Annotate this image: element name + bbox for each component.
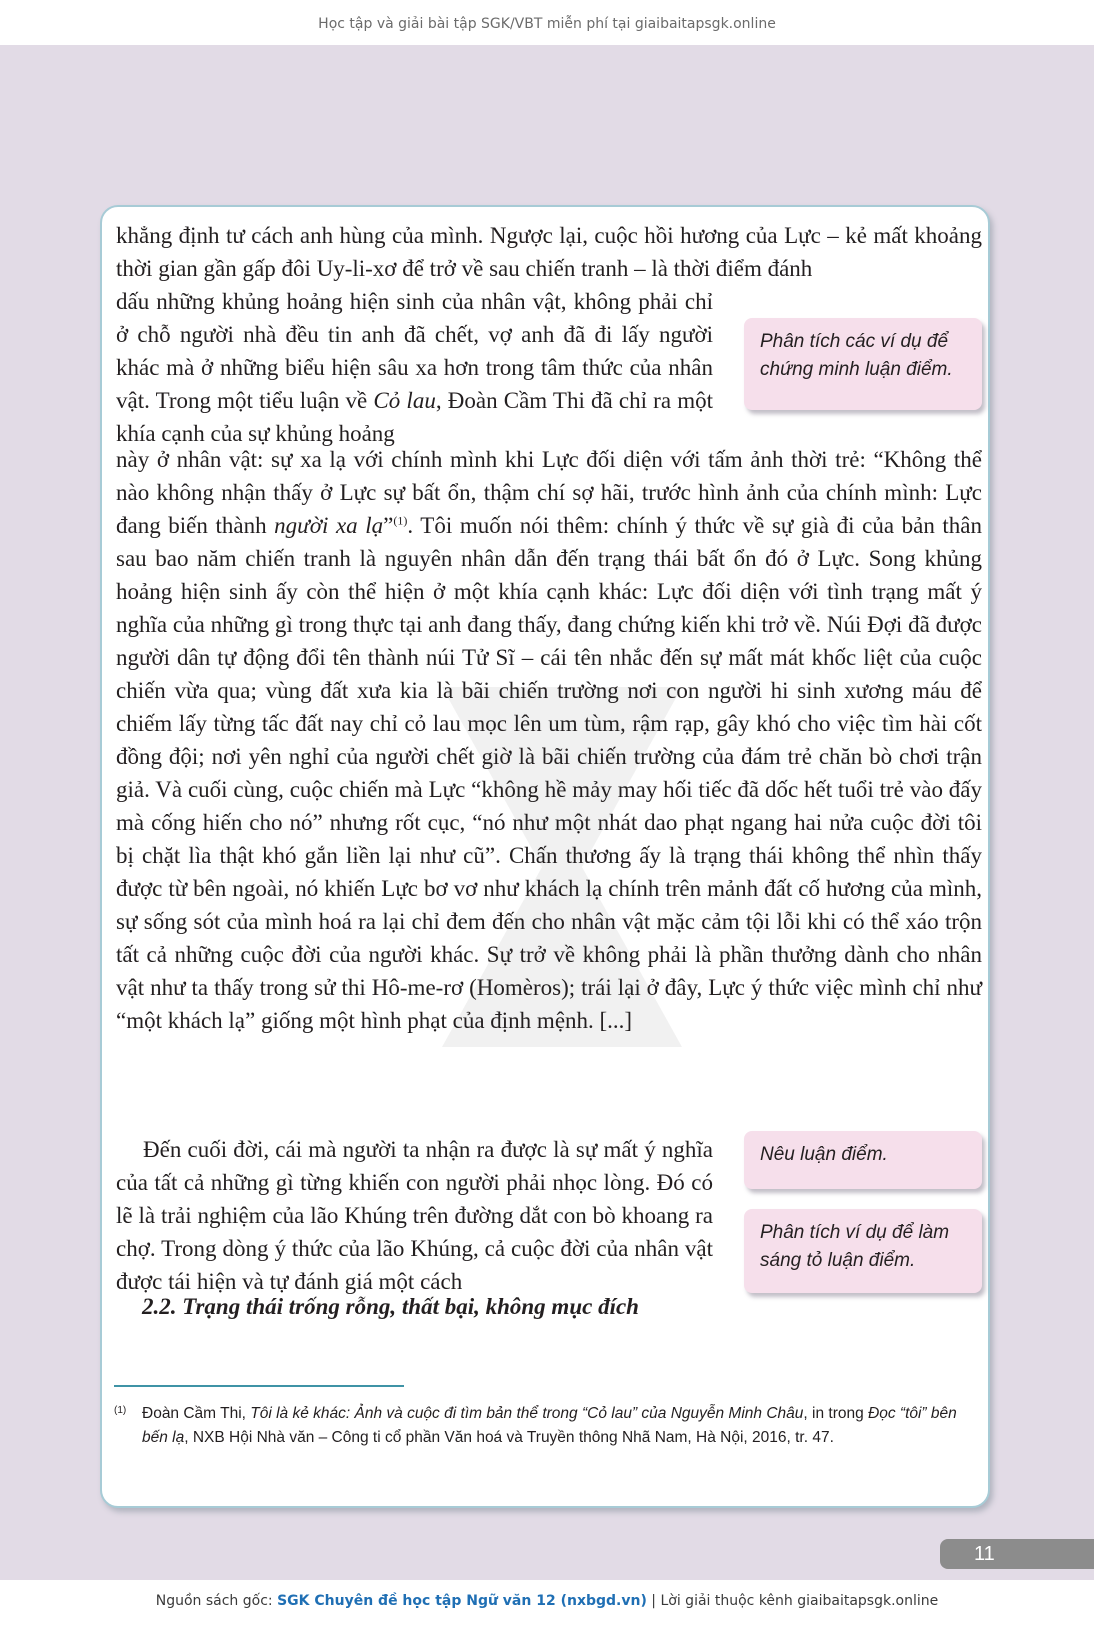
paragraph-main-body [116, 443, 982, 1037]
footnote-text [142, 1402, 980, 1450]
page-number-tab: 11 [940, 1539, 1094, 1569]
annotation-callout-analyze-examples: Phân tích các ví dụ để chứng minh luận điểm. [744, 318, 982, 410]
italic-title-co-lau: Cỏ lau [373, 388, 436, 413]
footnote-divider [114, 1385, 404, 1387]
italic-phrase-nguoi-xa-la: người xa lạ [274, 513, 384, 538]
footnote [114, 1402, 980, 1450]
narrow-text-1: dấu những khủng hoảng hiện sinh của nhân vật, không phải chỉ ở chỗ người nhà đều tin anh đã chết, vợ anh đã đi lấy người khác mà ở những biểu hiện sâu xa hơn trong tâm thức của nhân vật. Trong một tiểu luận về [116, 289, 713, 413]
source-book-link[interactable]: SGK Chuyên đề học tập Ngữ văn 12 (nxbgd.vn) [277, 1593, 647, 1609]
narrow-text-2: , Đoàn Cầm Thi đã chỉ ra một khía cạnh của sự khủng hoảng [116, 388, 713, 446]
annotation-callout-state-claim: Nêu luận điểm. [744, 1131, 982, 1189]
section-heading: 2.2. Trạng thái trống rỗng, thất bại, không mục đích [142, 1294, 639, 1319]
footnote-book-title: Đọc “tôi” bên bến lạ [142, 1405, 957, 1446]
body-text-2: . Tôi muốn nói thêm: chính ý thức về sự già đi của bản thân sau bao năm chiến tranh là nguyên nhân dẫn đến trạng thái bất ổn đó ở Lực. Song khủng hoảng hiện sinh ấy còn thể hiện ở một khía cạnh khác: Lực đối diện với tình trạng mất ý nghĩa của những gì trong thực tại anh đang thấy, đang chứng kiến khi trở về. Núi Đợi đã được người dân tự động đổi tên thành núi Tử Sĩ – cái tên nhắc đến sự mất mát khốc liệt của cuộc chiến vừa qua; vùng đất xưa kia là bãi chiến trường nơi con người hi sinh xương máu để chiếm lấy từng tấc đất nay chỉ cỏ lau mọc lên um tùm, rậm rạp, gây khó cho việc tìm hài cốt đồng đội; nơi yên nghỉ của người chết giờ là bãi chiến trường của đám trẻ chăn bò chơi trận giả. Và cuối cùng, cuộc chiến mà Lực “không hề mảy may hối tiếc đã dốc hết tuổi trẻ vào đấy mà cống hiến cho nó” nhưng rốt cục, “nó như một nhát dao phạt ngang hai nửa cuộc đời tôi bị chặt lìa thật khó gắn liền lại như cũ”. Chấn thương ấy là trạng thái không thể nhìn thấy được từ bên ngoài, nó khiến Lực bơ vơ như khách lạ chính trên mảnh đất cố hương của mình, sự sống sót của mình hoá ra lại chỉ đem đến cho nhân vật mặc cảm tội lỗi khi có thể xáo trộn tất cả những cuộc đời của người khác. Sự trở về không phải là phần thưởng dành cho nhân vật như ta thấy trong sử thi Hô-me-rơ (Homèros); trái lại ở đây, Lực ý thức việc mình chỉ như “một khách lạ” giống một hình phạt của định mệnh. [...] [116, 513, 983, 1033]
footnote-connector: , in trong [803, 1405, 869, 1422]
paragraph-section-2-2 [116, 1133, 713, 1298]
closing-quote: ” [383, 513, 394, 538]
book-page [0, 45, 1094, 1580]
footnote-publication: , NXB Hội Nhà văn – Công ti cổ phần Văn hoá và Truyền thông Nhã Nam, Hà Nội, 2016, tr. 47. [184, 1429, 834, 1446]
top-banner: Học tập và giải bài tập SGK/VBT miễn phí tại giaibaitapsgk.online [0, 0, 1094, 45]
annotation-callout-clarify-claim: Phân tích ví dụ để làm sáng tỏ luận điểm. [744, 1209, 982, 1293]
section-2-2-text: Đến cuối đời, cái mà người ta nhận ra được là sự mất ý nghĩa của tất cả những gì từng khiến con người phải nhọc lòng. Đó có lẽ là trải nghiệm của lão Khúng trên đường dắt con bò khoang ra chợ. Trong dòng ý thức của lão Khúng, cả cuộc đời của nhân vật được tái hiện và tự đánh giá một cách [116, 1137, 713, 1294]
body-text-1: này ở nhân vật: sự xa lạ với chính mình khi Lực đối diện với tấm ảnh thời trẻ: “Không thể nào không nhận thấy ở Lực sự bất ổn, thậm chí sợ hãi, trước hình ảnh của chính mình: Lực đang biến thành [116, 447, 982, 538]
source-footer [0, 1580, 1094, 1626]
footnote-marker: (1) [114, 1405, 127, 1416]
footnote-author: Đoàn Cầm Thi, [142, 1405, 251, 1422]
content-panel [100, 205, 990, 1508]
paragraph-opening-lines: khẳng định tư cách anh hùng của mình. Ngược lại, cuộc hồi hương của Lực – kẻ mất khoảng thời gian gần gấp đôi Uy-li-xơ để trở về sau chiến tranh – là thời điểm đánh [116, 223, 982, 281]
paragraph-narrow-section [116, 285, 713, 450]
footnote-work-title: Tôi là kẻ khác: Ảnh và cuộc đi tìm bản thể trong “Cỏ lau” của Nguyễn Minh Châu [250, 1405, 804, 1422]
footer-prefix: Nguồn sách gốc: [155, 1593, 278, 1609]
footnote-reference: (1) [393, 513, 408, 528]
footer-suffix: | Lời giải thuộc kênh giaibaitapsgk.online [646, 1593, 939, 1609]
